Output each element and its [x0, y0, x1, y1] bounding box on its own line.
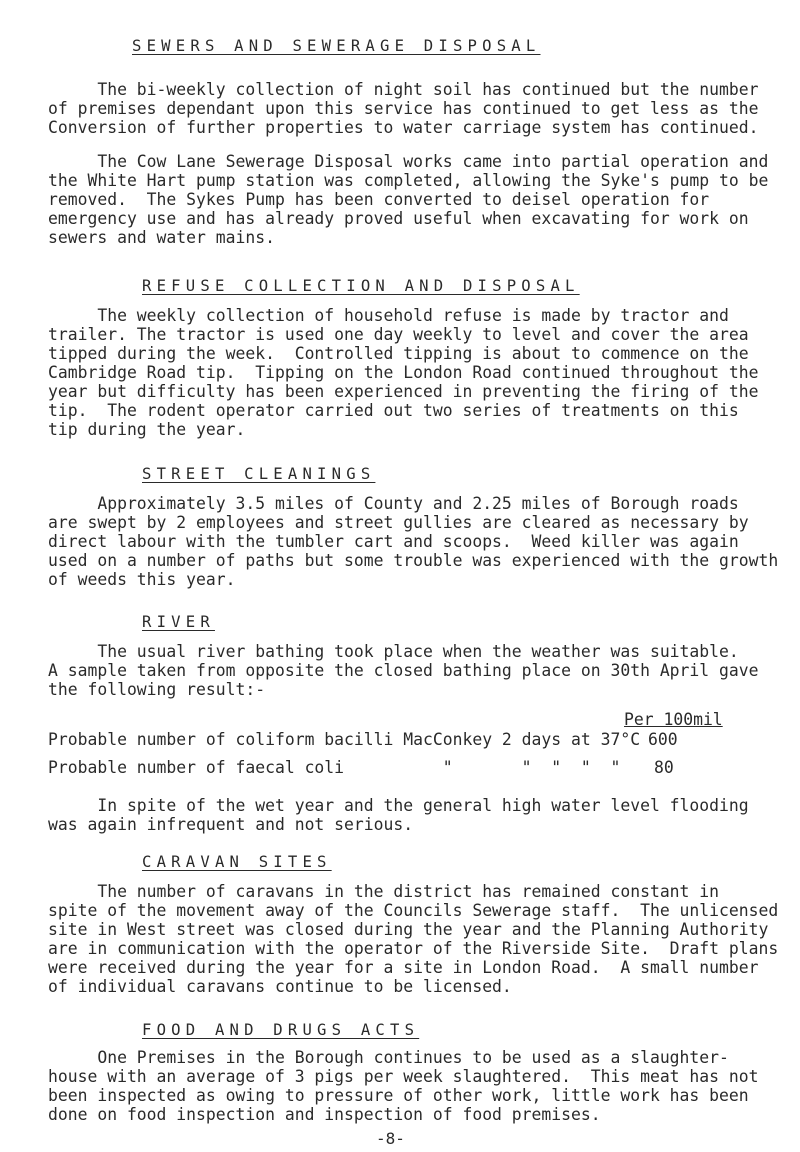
heading-street: STREET CLEANINGS [142, 465, 376, 483]
result-value: 600 [648, 730, 678, 749]
heading-food: FOOD AND DRUGS ACTS [142, 1021, 420, 1039]
heading-sewers: SEWERS AND SEWERAGE DISPOSAL [132, 37, 541, 55]
table-row [48, 758, 760, 786]
table-row [48, 730, 760, 758]
para-sewers-1: The bi-weekly collection of night soil has continued but the number of premises dependant upon this service has continued to get less as the Conversion of further properties to water carriage system has continued. [48, 80, 759, 137]
per-unit-label: Per 100mil [624, 710, 723, 729]
heading-river: RIVER [142, 613, 215, 631]
para-river-1: The usual river bathing took place when the weather was suitable. A sample taken from opposite the closed bathing place on 30th April gave the following result:- [48, 642, 759, 699]
heading-refuse: REFUSE COLLECTION AND DISPOSAL [142, 277, 580, 295]
heading-caravan: CARAVAN SITES [142, 853, 332, 871]
page-number: -8- [376, 1129, 405, 1148]
para-caravan-1: The number of caravans in the district has remained constant in spite of the movement away of the Councils Sewerage staff. The unlicensed site in West street was closed during the year and the Planning Authority are in communication with the operator of the Riverside Site. Draft plans were received during the year for a site in London Road. A small number of individual caravans continue to be licensed. [48, 882, 779, 996]
para-street-1: Approximately 3.5 miles of County and 2.25 miles of Borough roads are swept by 2 employees and street gullies are cleared as necessary by direct labour with the tumbler cart and scoops. Weed killer was again used on a number of paths but some trouble was experienced with the growth of weeds this year. [48, 494, 779, 589]
result-value: 80 [654, 758, 674, 777]
result-label: Probable number of faecal coli " " " " " [48, 758, 621, 777]
result-label: Probable number of coliform bacilli MacConkey 2 days at 37°C [48, 730, 641, 749]
document-page: SEWERS AND SEWERAGE DISPOSAL The bi-weekly collection of night soil has continued but the number of premises dependant upon this service has continued to get less as the Conversion of further properties to water carriage system has continued. The Cow Lane Sewerage Disposal works came into partial operation and the White Hart pump station was completed, allowing the Syke's pump to be removed. The Sykes Pump has been converted to deisel operation for emergency use and has already proved useful when excavating for work on sewers and water mains. REFUSE COLLECTION AND DISPOSAL The weekly collection of household refuse is made by tractor and trailer. The tractor is used one day weekly to level and cover the area tipped during the week. Controlled tipping is about to commence on the Cambridge Road tip. Tipping on the London Road continued throughout the year but difficulty has been experienced in preventing the firing of the tip. The rodent operator carried out two series of treatments on this tip during the year. STREET CLEANINGS Approximately 3.5 miles of County and 2.25 miles of Borough roads are swept by 2 employees and street gullies are cleared as necessary by direct labour with the tumbler cart and scoops. Weed killer was again used on a number of paths but some trouble was experienced with the growth of weeds this year. RIVER The usual river bathing took place when the weather was suitable. A sample taken from opposite the closed bathing place on 30th April gave the following result:- Per 100mil Probable number of coliform bacilli MacConkey 2 days at 37°C 600 Probable number of faecal coli " " " " " 80 In spite of the wet year and the general high water level flooding was again infrequent and not serious. CARAVAN SITES The number of caravans in the district has remained constant in spite of the movement away of the Councils Sewerage staff. The unlicensed site in West street was closed during the year and the Planning Authority are in communication with the operator of the Riverside Site. Draft plans were received during the year for a site in London Road. A small number of individual caravans continue to be licensed. FOOD AND DRUGS ACTS One Premises in the Borough continues to be used as a slaughter- house with an average of 3 pigs per week slaughtered. This meat has not been inspected as owing to pressure of other work, little work has been done on food inspection and inspection of food premises. -8- [48, 37, 779, 1148]
river-results-table [48, 730, 760, 786]
para-river-2: In spite of the wet year and the general high water level flooding was again infrequent and not serious. [48, 796, 749, 834]
para-sewers-2: The Cow Lane Sewerage Disposal works came into partial operation and the White Hart pump station was completed, allowing the Syke's pump to be removed. The Sykes Pump has been converted to deisel operation for emergency use and has already proved useful when excavating for work on sewers and water mains. [48, 152, 769, 247]
para-refuse-1: The weekly collection of household refuse is made by tractor and trailer. The tractor is used one day weekly to level and cover the area tipped during the week. Controlled tipping is about to commence on the Cambridge Road tip. Tipping on the London Road continued throughout the year but difficulty has been experienced in preventing the firing of the tip. The rodent operator carried out two series of treatments on this tip during the year. [48, 306, 759, 439]
